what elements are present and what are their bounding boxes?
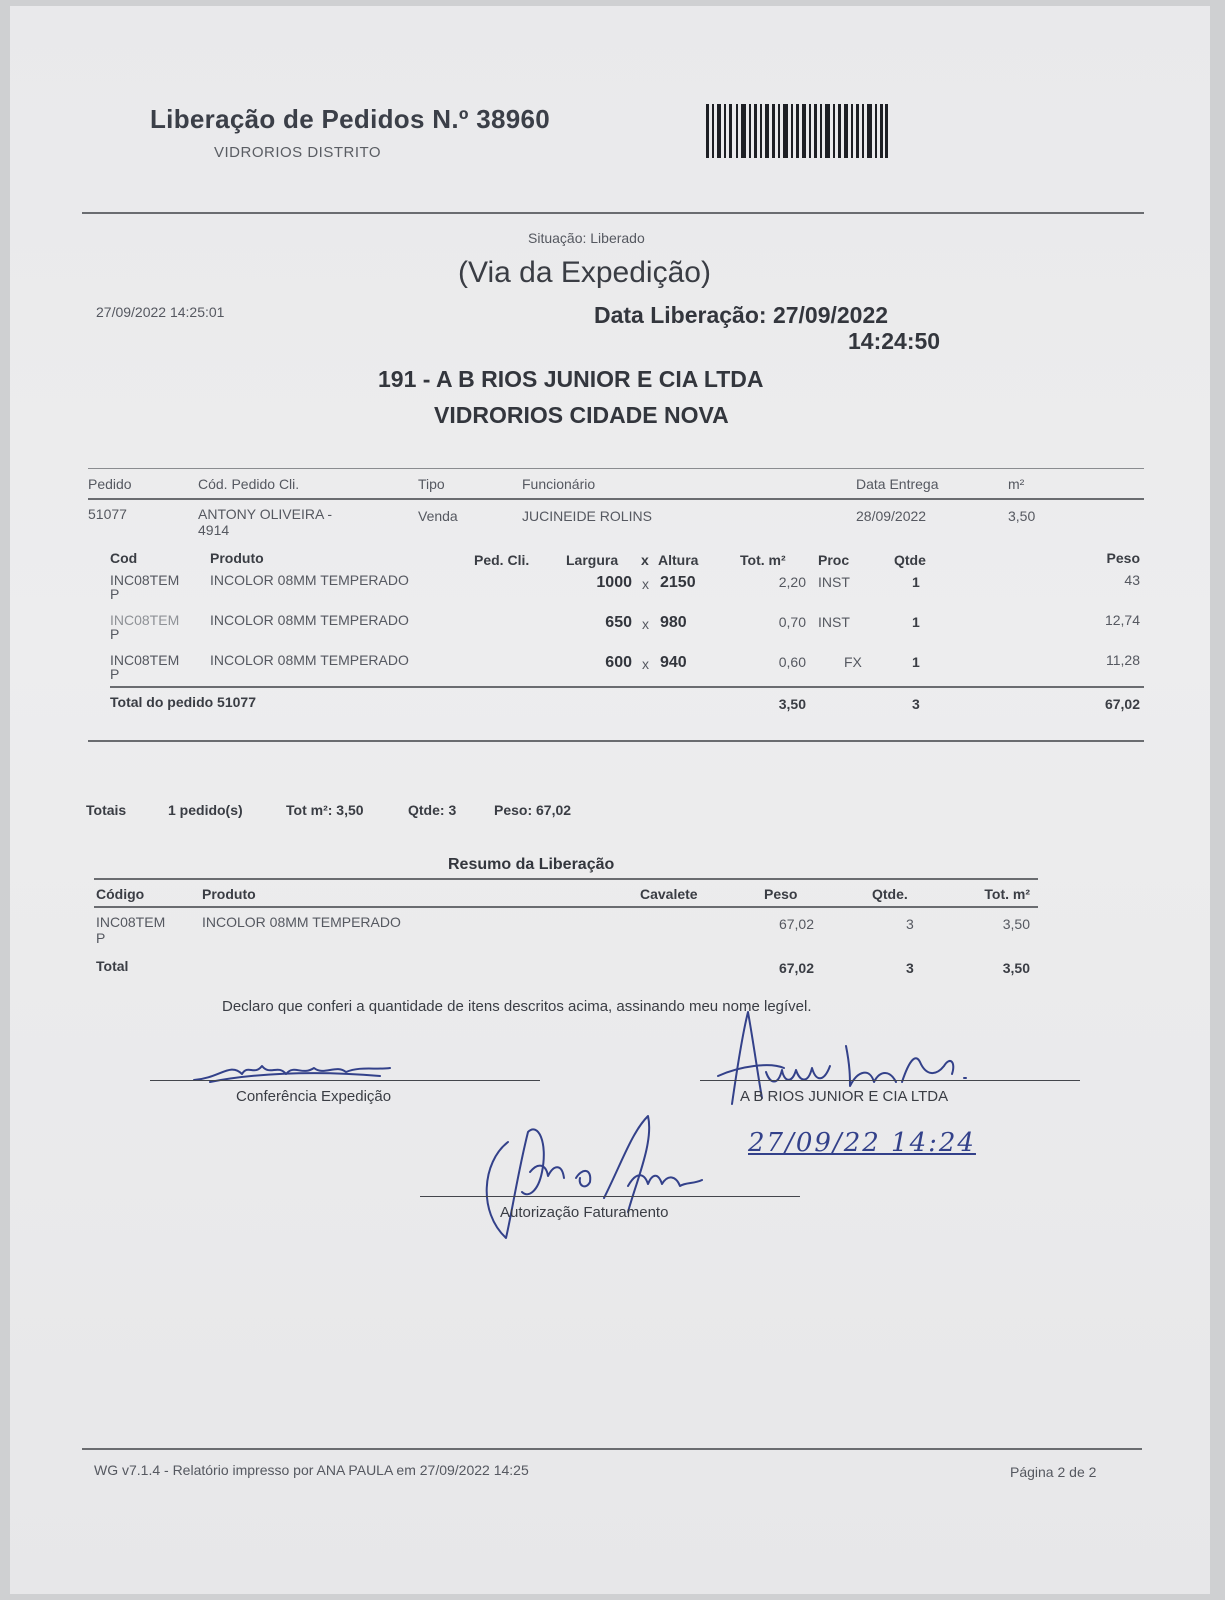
order-total-m2: 3,50 xyxy=(778,696,806,712)
summary-top-rule xyxy=(94,878,1038,880)
barcode xyxy=(706,104,888,158)
order-table-header-rule xyxy=(88,498,1144,500)
item-largura: 1000 xyxy=(596,574,632,591)
item-proc: INST xyxy=(818,574,850,590)
signature-line-cliente xyxy=(700,1080,1080,1081)
item-produto: INCOLOR 08MM TEMPERADO xyxy=(210,652,409,668)
item-cod: INC08TEM xyxy=(110,612,180,628)
item-x: x xyxy=(642,576,649,592)
summary-header-rule xyxy=(94,906,1038,908)
order-total-peso: 67,02 xyxy=(1104,696,1140,712)
signature-label-autorizacao: Autorização Faturamento xyxy=(500,1204,669,1221)
totals-label: Totais xyxy=(86,802,127,818)
item-x: x xyxy=(642,616,649,632)
order-funcionario: JUCINEIDE ROLINS xyxy=(522,508,652,524)
col-funcionario: Funcionário xyxy=(522,476,596,492)
item-altura: 2150 xyxy=(660,574,696,591)
col-m2: m² xyxy=(1008,476,1025,492)
item-tot-m2: 2,20 xyxy=(778,574,806,590)
col-tipo: Tipo xyxy=(418,476,445,492)
item-col-qtde: Qtde xyxy=(894,552,926,568)
item-col-altura: Altura xyxy=(658,552,699,568)
items-total-rule xyxy=(110,686,1144,688)
summary-codigo-cont: P xyxy=(96,930,106,946)
order-total-qtde: 3 xyxy=(912,696,920,712)
summary-peso: 67,02 xyxy=(778,916,814,932)
order-pedido: 51077 xyxy=(88,506,127,522)
release-time: 14:24:50 xyxy=(848,328,941,354)
item-peso: 11,28 xyxy=(1106,652,1140,668)
summary-total-tot-m2: 3,50 xyxy=(1002,960,1030,976)
totals-peso: Peso: 67,02 xyxy=(494,802,572,818)
summary-tot-m2: 3,50 xyxy=(1002,916,1030,932)
item-col-peso: Peso xyxy=(1106,550,1140,566)
item-cod-cont: P xyxy=(110,586,120,602)
item-largura: 600 xyxy=(605,654,632,671)
signature-autorizacao xyxy=(472,1102,712,1242)
document-title: Liberação de Pedidos N.º 38960 xyxy=(150,104,550,134)
item-cod: INC08TEM xyxy=(110,652,180,668)
col-data-entrega: Data Entrega xyxy=(856,476,939,492)
item-altura: 940 xyxy=(660,654,687,671)
item-x: x xyxy=(642,656,649,672)
item-proc: INST xyxy=(818,614,850,630)
summary-total-label: Total xyxy=(96,958,129,974)
document-page xyxy=(10,6,1210,1594)
summary-col-peso: Peso xyxy=(764,886,798,902)
order-m2: 3,50 xyxy=(1008,508,1036,524)
signature-label-conferencia: Conferência Expedição xyxy=(236,1088,392,1105)
item-produto: INCOLOR 08MM TEMPERADO xyxy=(210,572,409,588)
summary-col-qtde: Qtde. xyxy=(872,886,908,902)
item-cod: INC08TEM xyxy=(110,572,180,588)
totals-qtde: Qtde: 3 xyxy=(408,802,457,818)
header-divider xyxy=(82,212,1144,214)
summary-title: Resumo da Liberação xyxy=(448,856,615,873)
totals-m2: Tot m²: 3,50 xyxy=(286,802,364,818)
item-altura: 980 xyxy=(660,614,687,631)
summary-codigo: INC08TEM xyxy=(96,914,166,930)
item-col-produto: Produto xyxy=(210,550,264,566)
col-pedido: Pedido xyxy=(88,476,132,492)
item-qtde: 1 xyxy=(912,654,920,670)
client-name: 191 - A B RIOS JUNIOR E CIA LTDA xyxy=(378,366,764,392)
footer-printed-by: WG v7.1.4 - Relatório impresso por ANA PAULA em 27/09/2022 14:25 xyxy=(94,1462,529,1478)
summary-total-peso: 67,02 xyxy=(778,960,814,976)
signature-line-conferencia xyxy=(150,1080,540,1081)
item-qtde: 1 xyxy=(912,574,920,590)
document-subtitle: VIDRORIOS DISTRITO xyxy=(214,144,382,161)
order-data-entrega: 28/09/2022 xyxy=(856,508,927,524)
item-proc: FX xyxy=(844,654,862,670)
via-label: (Via da Expedição) xyxy=(458,256,711,289)
item-produto: INCOLOR 08MM TEMPERADO xyxy=(210,612,409,628)
item-cod-cont: P xyxy=(110,666,120,682)
item-col-ped-cli: Ped. Cli. xyxy=(474,552,530,568)
signature-label-cliente: A B RIOS JUNIOR E CIA LTDA xyxy=(740,1088,949,1105)
order-cod-pedido-cli-cont: 4914 xyxy=(198,522,230,538)
item-cod-cont: P xyxy=(110,626,120,642)
order-cod-pedido-cli: ANTONY OLIVEIRA - xyxy=(198,506,333,522)
footer-rule xyxy=(82,1448,1142,1450)
signature-conferencia xyxy=(190,1052,400,1088)
declaration-text: Declaro que conferi a quantidade de itens descritos acima, assinando meu nome legível. xyxy=(222,998,812,1015)
totals-pedidos: 1 pedido(s) xyxy=(168,802,243,818)
item-peso: 43 xyxy=(1124,572,1140,588)
item-tot-m2: 0,60 xyxy=(778,654,806,670)
printed-timestamp: 27/09/2022 14:25:01 xyxy=(96,304,225,320)
signature-line-autorizacao xyxy=(420,1196,800,1197)
item-largura: 650 xyxy=(605,614,632,631)
summary-col-cavalete: Cavalete xyxy=(640,886,698,902)
summary-produto: INCOLOR 08MM TEMPERADO xyxy=(202,914,401,930)
summary-qtde: 3 xyxy=(906,916,914,932)
handwritten-date: 27/09/22 14:24 xyxy=(748,1128,976,1158)
item-col-largura: Largura xyxy=(566,552,619,568)
order-table-top-rule xyxy=(88,468,1144,469)
order-total-label: Total do pedido 51077 xyxy=(110,694,256,710)
item-col-tot-m2: Tot. m² xyxy=(740,552,786,568)
item-col-x: x xyxy=(641,552,649,568)
footer-page-number: Página 2 de 2 xyxy=(1010,1464,1097,1480)
order-tipo: Venda xyxy=(418,508,458,524)
col-cod-pedido-cli: Cód. Pedido Cli. xyxy=(198,476,300,492)
item-peso: 12,74 xyxy=(1104,612,1140,628)
summary-col-codigo: Código xyxy=(96,886,145,902)
item-tot-m2: 0,70 xyxy=(778,614,806,630)
release-date: Data Liberação: 27/09/2022 xyxy=(594,302,889,328)
summary-col-tot-m2: Tot. m² xyxy=(984,886,1030,902)
item-col-cod: Cod xyxy=(110,550,138,566)
order-section-end-rule xyxy=(88,740,1144,742)
item-col-proc: Proc xyxy=(818,552,850,568)
summary-total-qtde: 3 xyxy=(906,960,914,976)
summary-col-produto: Produto xyxy=(202,886,256,902)
item-qtde: 1 xyxy=(912,614,920,630)
status-label: Situação: Liberado xyxy=(528,230,645,246)
client-store: VIDRORIOS CIDADE NOVA xyxy=(434,402,729,428)
